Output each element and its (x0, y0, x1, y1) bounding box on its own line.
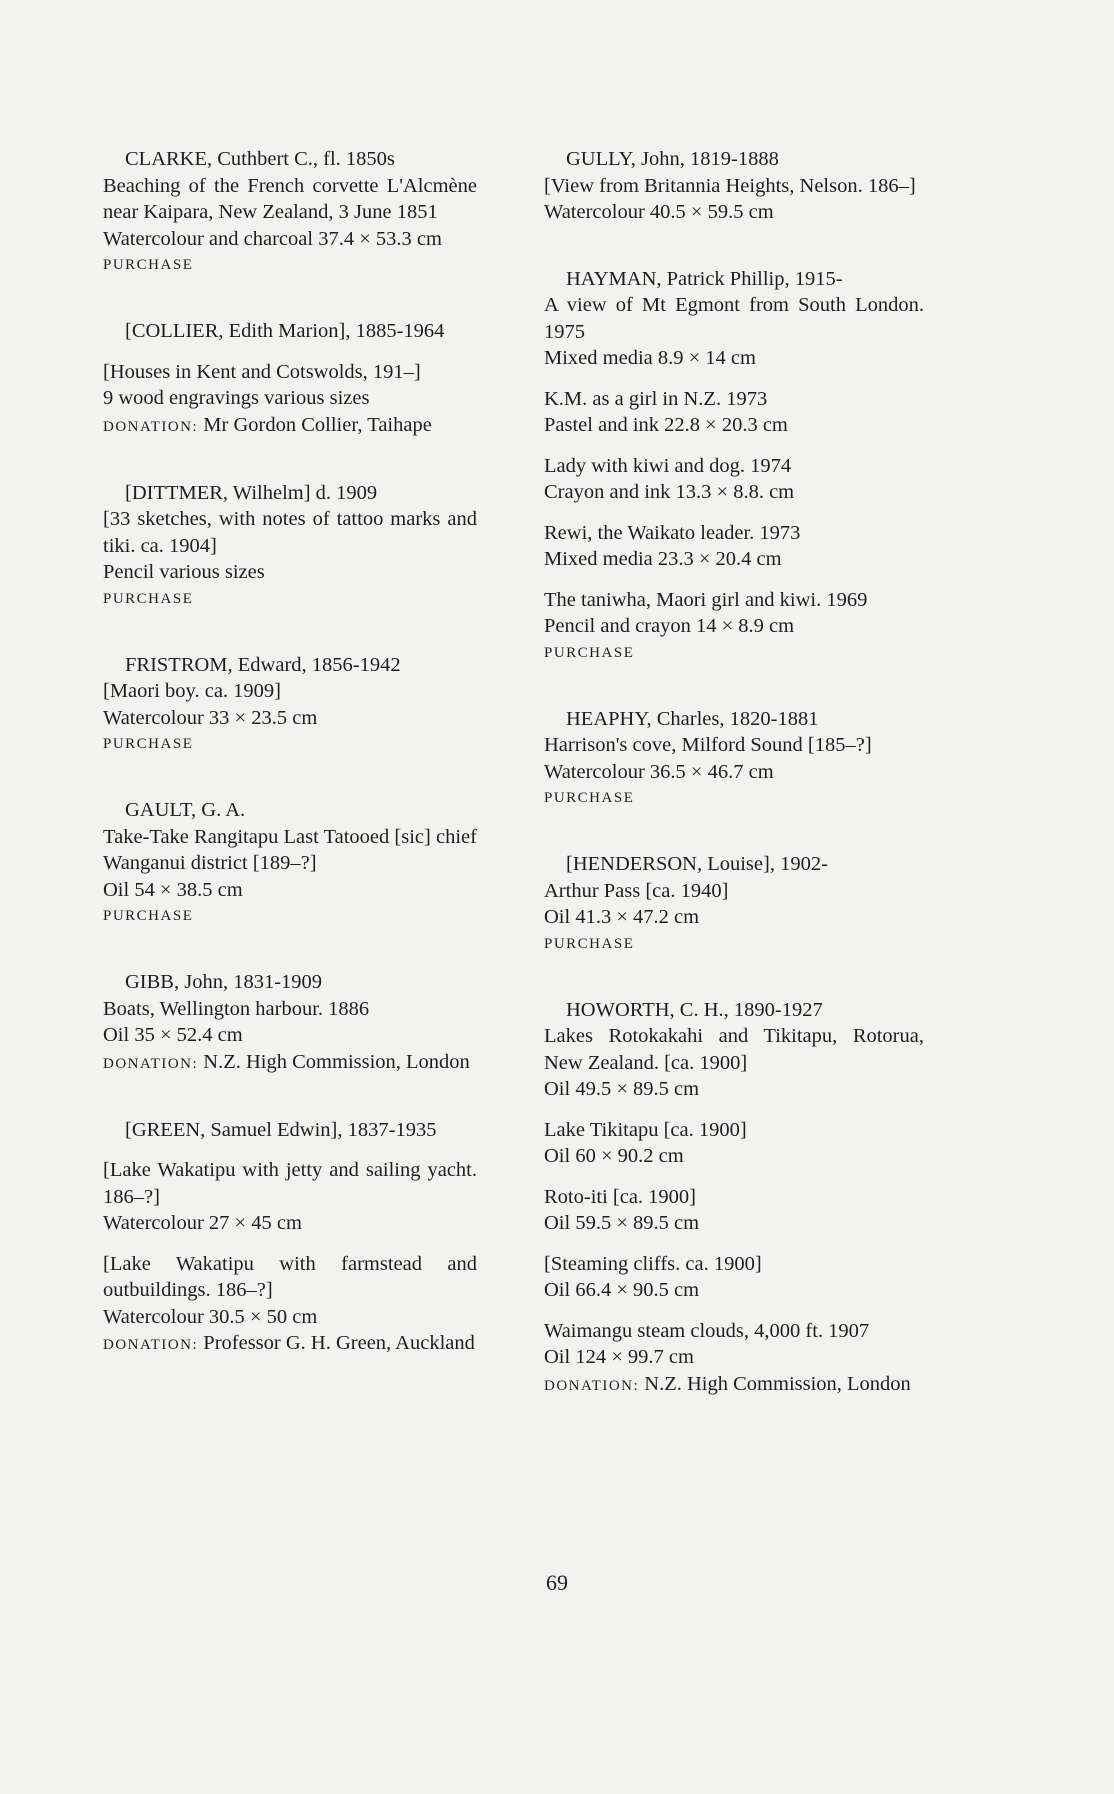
page-number: 69 (546, 1570, 568, 1595)
donation-label: DONATION: (544, 1377, 640, 1394)
acquisition-source: PURCHASE (103, 590, 194, 607)
acquisition-source (103, 1330, 477, 1358)
entry-heading: [COLLIER, Edith Marion], 1885-1964 (125, 320, 445, 342)
donor: Mr Gordon Collier, Taihape (203, 413, 432, 436)
entry-heading: [GREEN, Samuel Edwin], 1837-1935 (125, 1118, 437, 1141)
work-title: [Lake Wakatipu with farmstead and outbuildings. 186–?] (103, 1252, 477, 1301)
entry-heading: GULLY, John, 1819-1888 (566, 148, 779, 170)
work-medium: Oil 60 × 90.2 cm (544, 1145, 684, 1167)
work-medium: Watercolour and charcoal 37.4 × 53.3 cm (103, 227, 442, 250)
work-medium: Oil 35 × 52.4 cm (103, 1024, 243, 1046)
work-title: Lakes Rotokakahi and Tikitapu, Rotorua, New Zealand. [ca. 1900] (544, 1025, 924, 1074)
acquisition-source: PURCHASE (544, 935, 635, 952)
entry-heading: FRISTROM, Edward, 1856-1942 (125, 653, 401, 676)
work-title: The taniwha, Maori girl and kiwi. 1969 (544, 588, 868, 611)
acquisition-source (103, 1049, 477, 1077)
work-title: [33 sketches, with notes of tattoo marks and tiki. ca. 1904] (103, 508, 477, 557)
right-column (544, 146, 924, 1399)
acquisition-source (103, 412, 477, 440)
work-medium: Mixed media 23.3 × 20.4 cm (544, 548, 782, 570)
work-title: Beaching of the French corvette L'Alcmène near Kaipara, New Zealand, 3 June 1851 (103, 174, 477, 223)
acquisition-source: PURCHASE (544, 790, 635, 806)
work-medium: Watercolour 36.5 × 46.7 cm (544, 760, 774, 783)
work-title: [Steaming cliffs. ca. 1900] (544, 1252, 762, 1275)
entry-heading: GAULT, G. A. (125, 799, 246, 821)
work-title: Take-Take Rangitapu Last Tatooed [sic] chief Wanganui district [189–?] (103, 825, 477, 874)
donor: Professor G. H. Green, Auckland (203, 1332, 475, 1354)
work-title: [Houses in Kent and Cotswolds, 191–] (103, 360, 421, 383)
work-medium: 9 wood engravings various sizes (103, 387, 370, 409)
work-medium: Oil 41.3 × 47.2 cm (544, 906, 700, 928)
acquisition-source (544, 1371, 924, 1399)
work-medium: Oil 124 × 99.7 cm (544, 1346, 694, 1368)
work-title: Rewi, the Waikato leader. 1973 (544, 521, 801, 544)
work-title: [View from Britannia Heights, Nelson. 186–] (544, 174, 916, 197)
work-medium: Oil 54 × 38.5 cm (103, 878, 243, 901)
donation-label: DONATION: (103, 418, 199, 435)
work-title: [Lake Wakatipu with jetty and sailing yacht. 186–?] (103, 1159, 477, 1208)
entry-heading: HAYMAN, Patrick Phillip, 1915- (566, 267, 843, 290)
acquisition-source: PURCHASE (103, 908, 194, 924)
work-title: Lake Tikitapu [ca. 1900] (544, 1118, 747, 1141)
work-title: K.M. as a girl in N.Z. 1973 (544, 387, 768, 410)
work-title: Roto-iti [ca. 1900] (544, 1185, 697, 1208)
work-medium: Mixed media 8.9 × 14 cm (544, 347, 756, 369)
work-medium: Pencil various sizes (103, 561, 265, 583)
entry-heading: HOWORTH, C. H., 1890-1927 (566, 998, 823, 1021)
work-title: A view of Mt Egmont from South London. 1975 (544, 294, 924, 343)
entry-heading: [DITTMER, Wilhelm] d. 1909 (125, 481, 378, 504)
work-medium: Watercolour 27 × 45 cm (103, 1212, 302, 1234)
work-medium: Pastel and ink 22.8 × 20.3 cm (544, 414, 788, 436)
acquisition-source: PURCHASE (103, 257, 194, 273)
donation-label: DONATION: (103, 1337, 199, 1353)
entry-heading: [HENDERSON, Louise], 1902- (566, 853, 828, 875)
work-medium: Watercolour 30.5 × 50 cm (103, 1305, 318, 1328)
acquisition-source: PURCHASE (103, 736, 194, 752)
entry-heading: HEAPHY, Charles, 1820-1881 (566, 707, 819, 730)
work-medium: Watercolour 40.5 × 59.5 cm (544, 201, 774, 223)
work-medium: Pencil and crayon 14 × 8.9 cm (544, 615, 795, 637)
work-medium: Oil 49.5 × 89.5 cm (544, 1078, 700, 1100)
donation-label: DONATION: (103, 1055, 199, 1072)
work-title: Harrison's cove, Milford Sound [185–?] (544, 734, 872, 756)
work-title: Boats, Wellington harbour. 1886 (103, 997, 370, 1020)
entry-heading: CLARKE, Cuthbert C., fl. 1850s (125, 148, 395, 170)
work-medium: Oil 66.4 × 90.5 cm (544, 1279, 700, 1301)
work-medium: Oil 59.5 × 89.5 cm (544, 1212, 700, 1234)
acquisition-source: PURCHASE (544, 644, 635, 661)
work-title: Waimangu steam clouds, 4,000 ft. 1907 (544, 1319, 870, 1342)
work-title: [Maori boy. ca. 1909] (103, 680, 281, 702)
work-title: Lady with kiwi and dog. 1974 (544, 454, 792, 477)
entry-heading: GIBB, John, 1831-1909 (125, 971, 323, 993)
work-title: Arthur Pass [ca. 1940] (544, 879, 729, 902)
work-medium: Watercolour 33 × 23.5 cm (103, 706, 318, 729)
work-medium: Crayon and ink 13.3 × 8.8. cm (544, 481, 795, 503)
left-column (103, 146, 477, 1358)
donor: N.Z. High Commission, London (644, 1372, 911, 1395)
donor: N.Z. High Commission, London (203, 1050, 470, 1073)
